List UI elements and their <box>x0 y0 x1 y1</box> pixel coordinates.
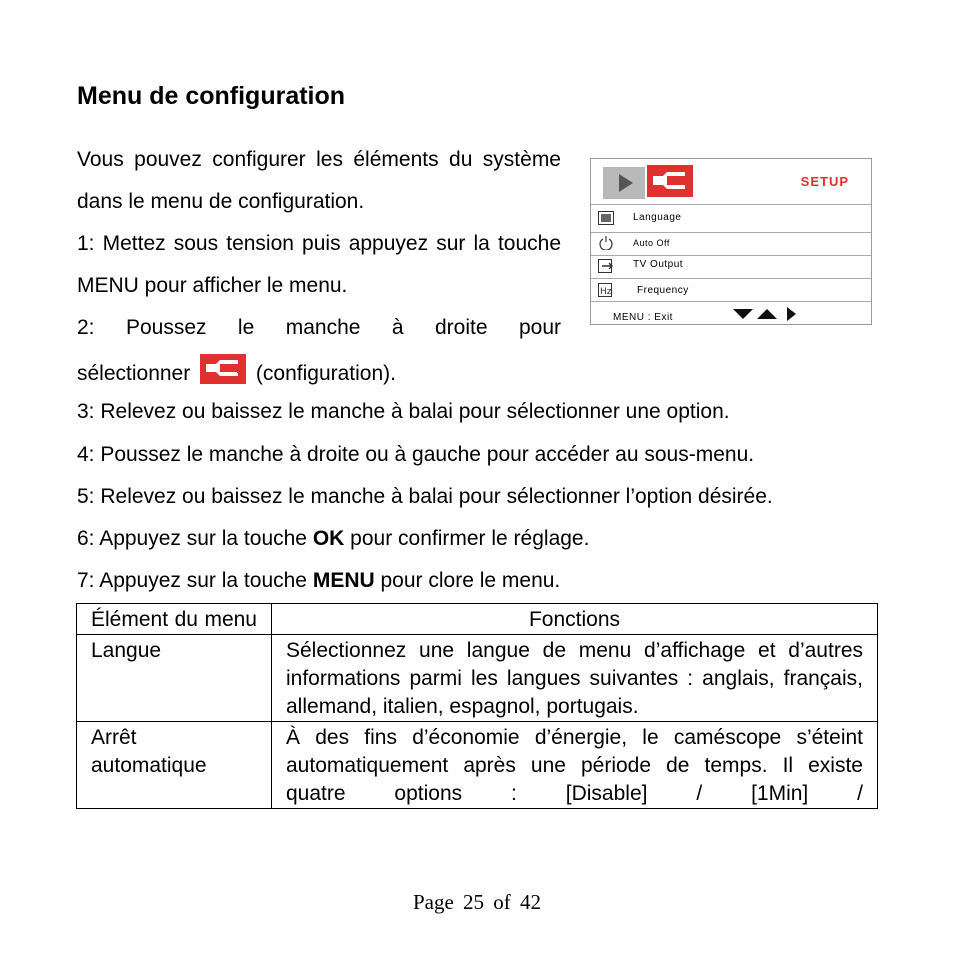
step-7-post: pour clore le menu. <box>374 569 561 592</box>
step-2 <box>77 307 561 349</box>
setup-tab-icon <box>647 165 693 197</box>
step-7-key: MENU <box>312 569 375 592</box>
step-3: 3: Relevez ou baissez le manche à balai pour sélectionner une option. <box>77 400 730 423</box>
menu-item-auto-off: Auto Off <box>633 238 670 248</box>
step-4: 4: Poussez le manche à droite ou à gauche pour accéder au sous-menu. <box>77 443 755 466</box>
table-cell-item: Arrêt automatique <box>77 722 272 809</box>
table-row <box>77 722 878 809</box>
setup-wrench-icon <box>200 354 246 384</box>
power-icon <box>598 236 614 250</box>
step-7 <box>77 569 560 593</box>
step-2-line1: 2: Poussez le manche à droite pour <box>77 316 561 339</box>
step-2-line2 <box>77 354 396 386</box>
play-icon <box>619 174 633 192</box>
step-6-key: OK <box>312 527 345 550</box>
menu-exit-hint: MENU : Exit <box>613 312 673 323</box>
settings-table <box>76 603 878 809</box>
page-number: Page 25 of 42 <box>412 890 542 914</box>
table-cell-desc: À des fins d’économie d’énergie, le caméscope s’éteint automatiquement après une période de temps. Il existe quatre options : [Disable] / [1Min] / <box>272 722 878 809</box>
setup-topbar <box>591 159 871 205</box>
table-header-row <box>77 604 878 635</box>
step-5: 5: Relevez ou baissez le manche à balai pour sélectionner l’option désirée. <box>77 485 773 508</box>
step-6-post: pour confirmer le réglage. <box>344 527 590 550</box>
language-icon <box>598 211 614 225</box>
menu-item-tv-output: TV Output <box>633 259 684 270</box>
step-2-config-text: (configuration). <box>255 362 396 385</box>
table-row <box>77 635 878 722</box>
menu-row-auto-off <box>591 233 871 256</box>
table-cell-item: Langue <box>77 635 272 722</box>
menu-item-language: Language <box>633 212 682 223</box>
menu-row-tv-output <box>591 256 871 279</box>
setup-menu-screen <box>590 158 872 325</box>
setup-title: SETUP <box>800 174 849 189</box>
table-header-item: Élément du menu <box>77 604 272 635</box>
svg-text:Hz: Hz <box>600 287 612 297</box>
table-header-functions: Fonctions <box>272 604 878 635</box>
menu-row-frequency <box>591 279 871 302</box>
step-6 <box>77 527 589 551</box>
step-1: 1: Mettez sous tension puis appuyez sur la touche MENU pour afficher le menu. <box>77 232 561 297</box>
table-cell-desc: Sélectionnez une langue de menu d’affichage et d’autres informations parmi les langues suivantes : anglais, français, allemand, italien, espagnol, portugais. <box>272 635 878 722</box>
navigation-arrows-icon <box>733 306 801 322</box>
page-title: Menu de configuration <box>77 82 346 110</box>
step-2-select-text: sélectionner <box>77 362 191 385</box>
step-6-pre: 6: Appuyez sur la touche <box>77 527 313 550</box>
menu-row-language <box>591 205 871 233</box>
play-tab <box>603 167 645 199</box>
frequency-icon <box>598 283 614 297</box>
step-7-pre: 7: Appuyez sur la touche <box>77 569 313 592</box>
menu-item-frequency: Frequency <box>637 285 689 296</box>
intro-paragraph: Vous pouvez configurer les éléments du système dans le menu de configuration. <box>77 148 561 213</box>
tv-output-icon <box>598 259 614 273</box>
